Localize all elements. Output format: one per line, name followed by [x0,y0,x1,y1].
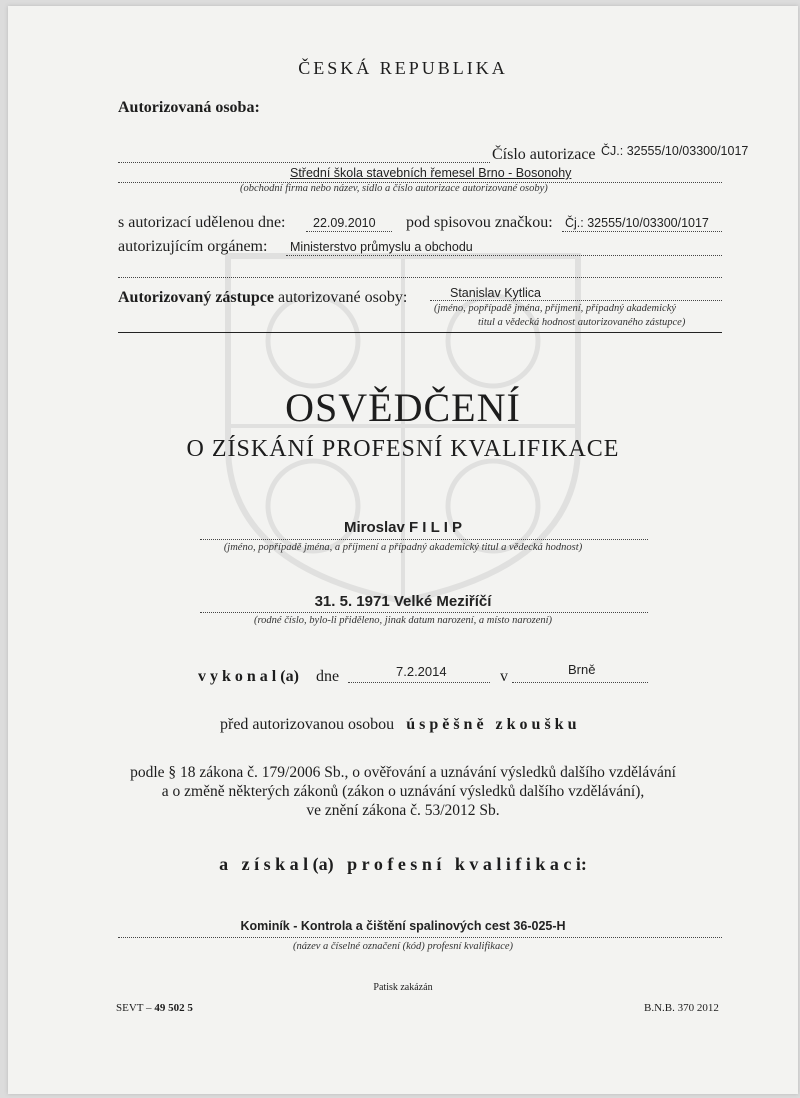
holder-birth: 31. 5. 1971 Velké Meziříčí [314,593,492,610]
qualification-caption: (název a číselné označení (kód) profesní kvalifikace) [292,941,514,952]
holder-birth-line [200,612,648,613]
representative-name: Stanislav Kytlica [450,286,542,300]
granted-date-line [306,231,392,232]
file-reference-label: pod spisovou značkou: [406,214,553,231]
authorized-entity-name: Střední škola stavebních řemesel Brno - Bosonohy [290,166,572,180]
before-label: před autorizovanou osobou [220,716,395,733]
country-heading: ČESKÁ REPUBLIKA [298,58,508,78]
authority-value: Ministerstvo průmyslu a obchodu [290,240,473,254]
bnb-code: B.N.B. 370 2012 [644,1002,719,1014]
sevt-prefix: SEVT – [116,1002,152,1014]
granted-date-value: 22.09.2010 [313,216,376,230]
authorization-number-label: Číslo autorizace [492,146,596,163]
qualification-line [118,937,722,938]
section-divider [118,332,722,333]
authorized-person-label: Autorizovaná osoba: [118,99,260,116]
authorization-line-1 [118,162,490,163]
successful-exam-label: ú s p ě š n ě z k o u š k u [406,716,577,733]
law-line-1: podle § 18 zákona č. 179/2006 Sb., o ověřování a uznávání výsledků dalšího vzdělávání [130,764,676,781]
holder-name-caption: (jméno, popřípadě jména, a příjmení a případný akademický titul a vědecká hodnost) [223,542,583,553]
holder-name: Miroslav F I L I P [343,519,463,536]
reprint-notice: Patisk zakázán [373,982,433,993]
representative-caption-2: titul a vědecká hodnost autorizovaného zástupce) [478,317,686,328]
granted-date-label: s autorizací udělenou dne: [118,214,286,231]
holder-name-line [200,539,648,540]
exam-place-line [512,682,648,683]
exam-date-label: dne [316,668,340,685]
representative-label-rest: autorizované osoby: [277,289,408,306]
authority-line [286,255,722,256]
exam-place-value: Brně [568,662,596,677]
authorized-entity-caption: (obchodní firma nebo název, sídlo a číslo autorizace autorizované osoby) [240,183,548,194]
file-reference-line [562,231,722,232]
authority-label: autorizujícím orgánem: [118,238,268,255]
authorization-number-value: ČJ.: 32555/10/03300/1017 [601,144,749,158]
sevt-number: 49 502 5 [154,1002,193,1014]
exam-date-value: 7.2.2014 [396,664,447,679]
representative-label-bold: Autorizovaný zástupce [118,289,274,306]
representative-line [430,300,722,301]
document-subtitle: O ZÍSKÁNÍ PROFESNÍ KVALIFIKACE [186,436,620,462]
blank-line [118,277,722,278]
qualification-value: Kominík - Kontrola a čištění spalinových cest 36-025-H [240,919,566,933]
representative-label [118,289,407,307]
representative-caption-1: (jméno, popřípadě jména, příjmení, případný akademický [434,303,677,314]
law-line-3: ve znění zákona č. 53/2012 Sb. [306,802,500,819]
qualification-heading: a z í s k a l (a) p r o f e s n í k v a l i f i k a c i: [219,854,587,874]
law-line-2: a o změně některých zákonů (zákon o uznávání výsledků dalšího vzdělávání), [161,783,645,800]
document-title: OSVĚDČENÍ [285,385,521,430]
holder-birth-caption: (rodné číslo, bylo-li přiděleno, jinak datum narození, a místo narození) [253,615,553,626]
before-authorized-person [220,716,576,734]
certificate-page [8,6,798,1094]
sevt-code [116,1002,193,1014]
exam-date-line [348,682,490,683]
file-reference-value: Čj.: 32555/10/03300/1017 [565,216,709,230]
exam-place-label: v [500,668,508,685]
passed-label: v y k o n a l (a) [198,668,299,685]
